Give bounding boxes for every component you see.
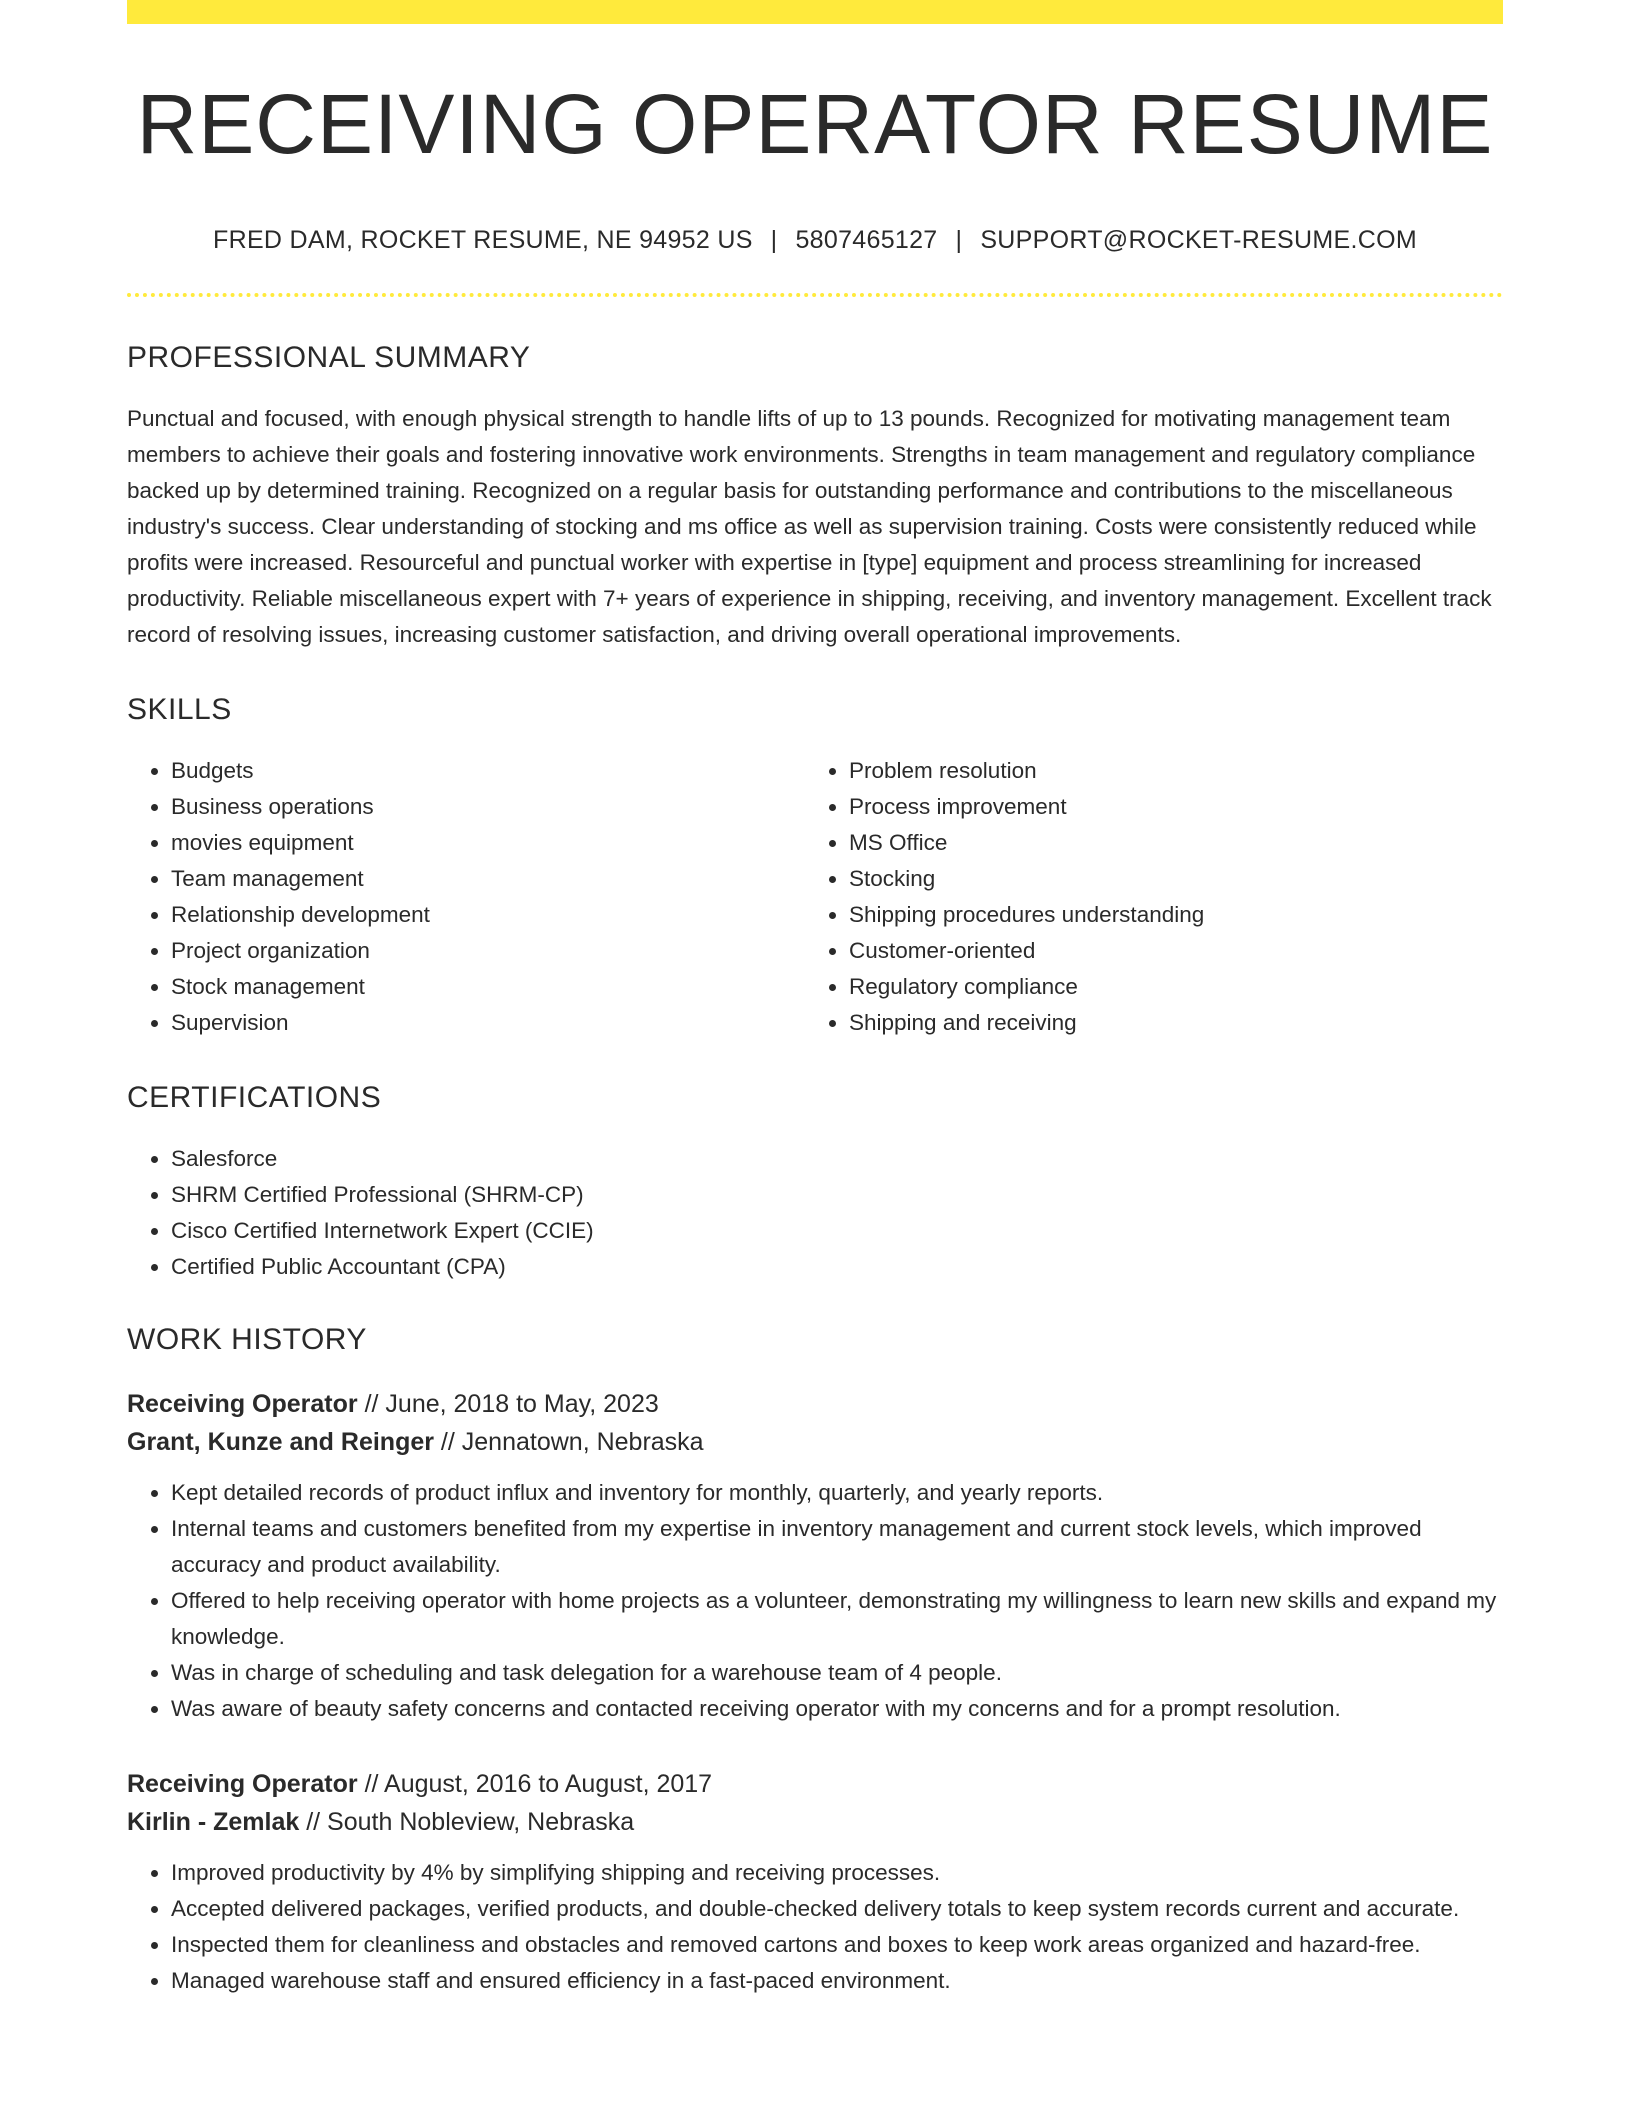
job-location: // South Nobleview, Nebraska [299,1808,635,1837]
job-bullet: • Accepted delivered packages, verified products, and double-checked delivery totals to keep system records current and accurate. [171,1891,1503,1927]
job-company-line [127,1803,1503,1841]
job-dates: // August, 2016 to August, 2017 [357,1770,713,1799]
skill-item: • Process improvement [849,789,1483,825]
resume-title: RECEIVING OPERATOR RESUME [136,77,1494,171]
certification-item: • Cisco Certified Internetwork Expert (CCIE) [171,1213,1503,1249]
summary-heading: PROFESSIONAL SUMMARY [127,341,531,375]
job-bullet: • Improved productivity by 4% by simplifying shipping and receiving processes. [171,1855,1503,1891]
job-title-line [127,1765,1503,1803]
contact-line [127,226,1503,255]
job-bullet: • Inspected them for cleanliness and obstacles and removed cartons and boxes to keep work areas organized and hazard-free. [171,1927,1503,1963]
dotted-divider [127,293,1503,297]
contact-address: FRED DAM, ROCKET RESUME, NE 94952 US [213,226,753,255]
skill-item: • Shipping and receiving [849,1005,1483,1041]
job-bullet: • Was aware of beauty safety concerns and contacted receiving operator with my concerns and for a prompt resolution. [171,1691,1503,1727]
job-bullet: • Offered to help receiving operator with home projects as a volunteer, demonstrating my willingness to learn new skills and expand my knowledge. [171,1583,1503,1655]
skill-item: • MS Office [849,825,1483,861]
certification-item: • SHRM Certified Professional (SHRM-CP) [171,1177,1503,1213]
certification-item: • Salesforce [171,1141,1503,1177]
work-history-heading: WORK HISTORY [127,1323,367,1357]
job-dates: // June, 2018 to May, 2023 [357,1390,659,1419]
skill-item: • Regulatory compliance [849,969,1483,1005]
job-bullets [127,1475,1503,1727]
skill-item: • Problem resolution [849,753,1483,789]
contact-separator: | [770,226,778,255]
contact-phone: 5807465127 [795,226,938,255]
skills-list-left [127,753,805,1041]
skill-item: • movies equipment [171,825,805,861]
job-company: Kirlin - Zemlak [127,1808,300,1837]
skill-item: • Project organization [171,933,805,969]
job-company-line [127,1423,1503,1461]
certification-item: • Certified Public Accountant (CPA) [171,1249,1503,1285]
skills-column-right [805,753,1483,1041]
job-role: Receiving Operator [127,1770,358,1799]
skill-item: • Relationship development [171,897,805,933]
job-role: Receiving Operator [127,1390,358,1419]
job-company: Grant, Kunze and Reinger [127,1428,434,1457]
skills-grid [127,753,1503,1041]
skills-heading: SKILLS [127,693,232,727]
job-entry [127,1765,1503,1999]
skill-item: • Stock management [171,969,805,1005]
skill-item: • Business operations [171,789,805,825]
job-bullet: • Internal teams and customers benefited from my expertise in inventory management and current stock levels, which improved accuracy and product availability. [171,1511,1503,1583]
resume-page [127,0,1503,1999]
skill-item: • Shipping procedures understanding [849,897,1483,933]
skill-item: • Stocking [849,861,1483,897]
skills-column-left [127,753,805,1041]
skill-item: • Customer-oriented [849,933,1483,969]
skill-item: • Budgets [171,753,805,789]
job-bullet: • Was in charge of scheduling and task delegation for a warehouse team of 4 people. [171,1655,1503,1691]
job-location: // Jennatown, Nebraska [433,1428,704,1457]
job-bullet: • Kept detailed records of product influx and inventory for monthly, quarterly, and yearly reports. [171,1475,1503,1511]
job-title-line [127,1385,1503,1423]
contact-separator: | [955,226,963,255]
certifications-list [127,1141,1503,1285]
contact-email: SUPPORT@ROCKET-RESUME.COM [980,226,1417,255]
skill-item: • Supervision [171,1005,805,1041]
job-bullet: • Managed warehouse staff and ensured efficiency in a fast-paced environment. [171,1963,1503,1999]
job-bullets [127,1855,1503,1999]
accent-top-bar [127,0,1503,24]
skill-item: • Team management [171,861,805,897]
skills-list-right [805,753,1483,1041]
certifications-heading: CERTIFICATIONS [127,1081,382,1115]
job-entry [127,1385,1503,1727]
summary-text: Punctual and focused, with enough physical strength to handle lifts of up to 13 pounds. Recognized for motivating management team members to achieve their goals and fostering innovative work environments. Strengths in team management and regulatory compliance backed up by determined training. Recognized on a regular basis for outstanding performance and contributions to the miscellaneous industry's success. Clear understanding of stocking and ms office as well as supervision training. Costs were consistently reduced while profits were increased. Resourceful and punctual worker with expertise in [type] equipment and process streamlining for increased productivity. Reliable miscellaneous expert with 7+ years of experience in shipping, receiving, and inventory management. Excellent track record of resolving issues, increasing customer satisfaction, and driving overall operational improvements. [127,406,1492,648]
